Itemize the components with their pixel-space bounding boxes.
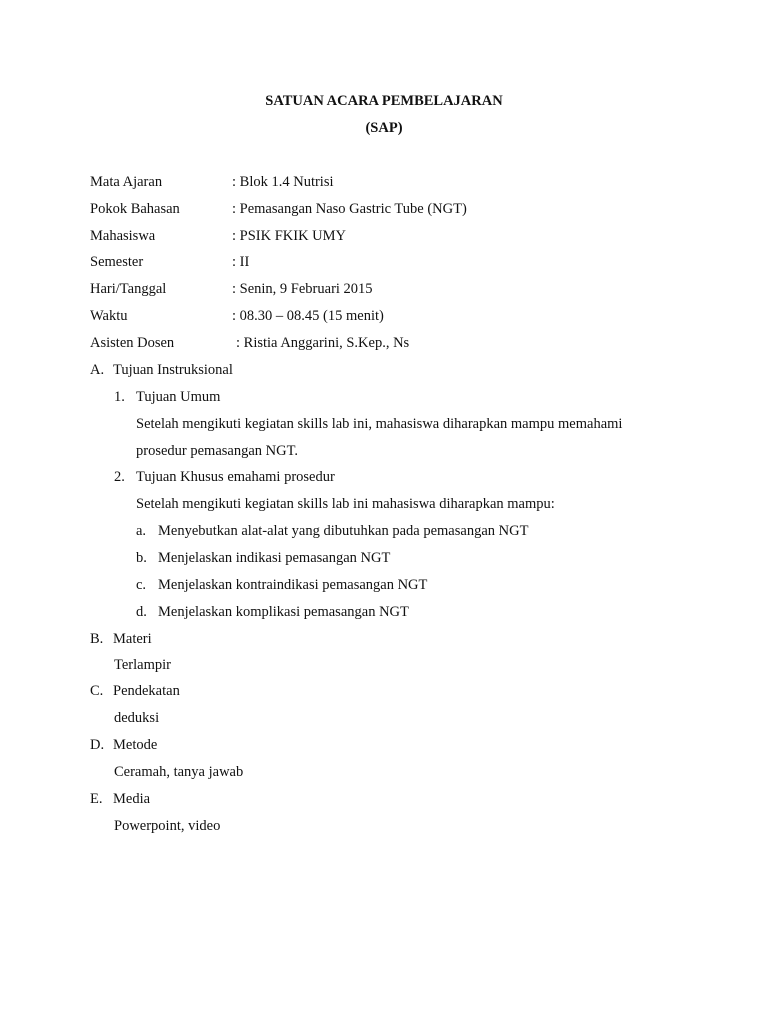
subitem-c-text: Menjelaskan kontraindikasi pemasangan NGT xyxy=(158,577,428,593)
info-value-mata-ajaran: : Blok 1.4 Nutrisi xyxy=(232,174,334,190)
info-label-semester: Semester xyxy=(90,254,144,270)
info-value-semester: : II xyxy=(232,254,250,270)
subitem-d-marker: d. xyxy=(136,604,147,620)
item-1-heading: Tujuan Umum xyxy=(136,389,221,405)
subitem-b-marker: b. xyxy=(136,550,147,566)
section-e-content: Powerpoint, video xyxy=(114,818,221,834)
section-e-heading: Media xyxy=(113,791,151,807)
info-label-mahasiswa: Mahasiswa xyxy=(90,228,156,244)
info-label-waktu: Waktu xyxy=(90,308,128,324)
section-d-marker: D. xyxy=(90,737,105,753)
info-label-hari-tanggal: Hari/Tanggal xyxy=(90,281,167,297)
info-value-hari-tanggal: : Senin, 9 Februari 2015 xyxy=(232,281,373,297)
info-value-mahasiswa: : PSIK FKIK UMY xyxy=(232,228,347,244)
item-2-intro: Setelah mengikuti kegiatan skills lab ini mahasiswa diharapkan mampu: xyxy=(136,496,555,512)
item-2-heading: Tujuan Khusus emahami prosedur xyxy=(136,469,335,485)
section-b-content: Terlampir xyxy=(114,657,171,673)
section-a-marker: A. xyxy=(90,362,105,378)
section-c-content: deduksi xyxy=(114,710,160,726)
subitem-a-marker: a. xyxy=(136,523,147,539)
item-1-marker: 1. xyxy=(114,389,125,405)
section-a-heading: Tujuan Instruksional xyxy=(113,362,233,378)
info-value-waktu: : 08.30 – 08.45 (15 menit) xyxy=(232,308,384,324)
item-1-line-1: Setelah mengikuti kegiatan skills lab ini, mahasiswa diharapkan mampu memahami xyxy=(136,416,623,432)
subitem-d-text: Menjelaskan komplikasi pemasangan NGT xyxy=(158,604,409,620)
section-e-marker: E. xyxy=(90,791,103,807)
info-value-pokok-bahasan: : Pemasangan Naso Gastric Tube (NGT) xyxy=(232,201,467,217)
subitem-a-text: Menyebutkan alat-alat yang dibutuhkan pada pemasangan NGT xyxy=(158,523,529,539)
subitem-b-text: Menjelaskan indikasi pemasangan NGT xyxy=(158,550,391,566)
subitem-c-marker: c. xyxy=(136,577,147,593)
section-c-marker: C. xyxy=(90,683,104,699)
section-b-marker: B. xyxy=(90,631,104,647)
section-c-heading: Pendekatan xyxy=(113,683,180,699)
info-label-mata-ajaran: Mata Ajaran xyxy=(90,174,163,190)
section-b-heading: Materi xyxy=(113,631,152,647)
info-label-asisten-dosen: Asisten Dosen xyxy=(90,335,175,351)
item-2-marker: 2. xyxy=(114,469,125,485)
document-title: SATUAN ACARA PEMBELAJARAN xyxy=(265,93,503,109)
item-1-line-2: prosedur pemasangan NGT. xyxy=(136,443,298,459)
document-subtitle: (SAP) xyxy=(365,120,403,136)
info-value-asisten-dosen: : Ristia Anggarini, S.Kep., Ns xyxy=(236,335,410,351)
info-label-pokok-bahasan: Pokok Bahasan xyxy=(90,201,180,217)
section-d-heading: Metode xyxy=(113,737,158,753)
section-d-content: Ceramah, tanya jawab xyxy=(114,764,244,780)
